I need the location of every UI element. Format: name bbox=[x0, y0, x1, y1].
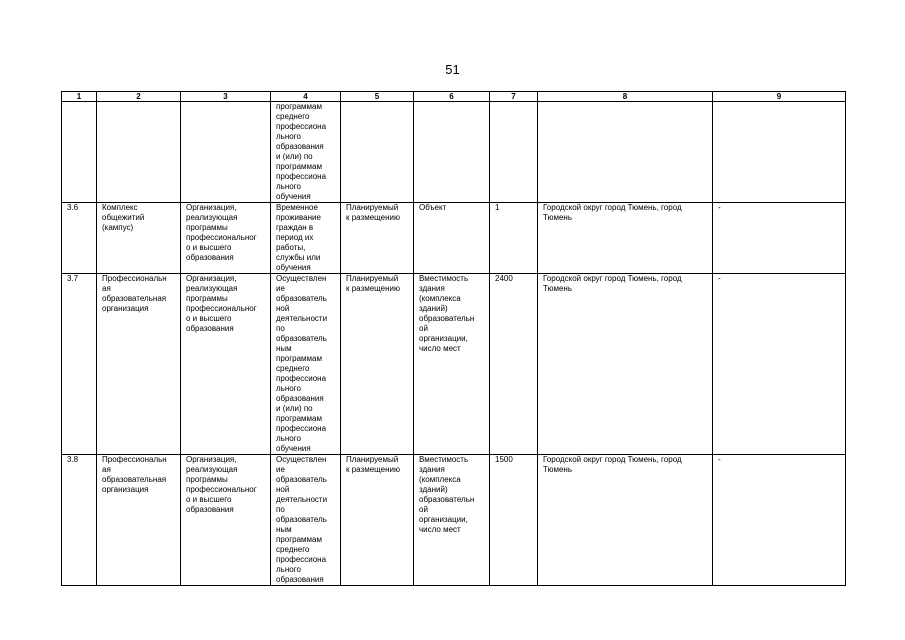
cell-organization bbox=[181, 102, 271, 203]
cell-name: Комплекс общежитий (кампус) bbox=[97, 203, 181, 274]
column-header: 7 bbox=[490, 92, 538, 102]
cell-value: 1 bbox=[490, 203, 538, 274]
cell-location: Городской округ город Тюмень, город Тюмень bbox=[538, 455, 713, 586]
cell-purpose: Осуществлен ие образователь ной деятельности по образователь ным программам среднего профессиона льного образования bbox=[271, 455, 341, 586]
cell-number bbox=[62, 102, 97, 203]
cell-purpose: программам среднего профессиона льного образования и (или) по программам профессиона льного обучения bbox=[271, 102, 341, 203]
cell-value: 2400 bbox=[490, 274, 538, 455]
cell-number: 3.8 bbox=[62, 455, 97, 586]
cell-organization: Организация, реализующая программы профессиональног о и высшего образования bbox=[181, 274, 271, 455]
table-row bbox=[62, 455, 846, 586]
cell-purpose: Временное проживание граждан в период их работы, службы или обучения bbox=[271, 203, 341, 274]
cell-name bbox=[97, 102, 181, 203]
cell-characteristic: Вместимость здания (комплекса зданий) образовательн ой организации, число мест bbox=[414, 455, 490, 586]
cell-characteristic: Объект bbox=[414, 203, 490, 274]
cell-organization: Организация, реализующая программы профессиональног о и высшего образования bbox=[181, 203, 271, 274]
table-row bbox=[62, 102, 846, 203]
table-row bbox=[62, 203, 846, 274]
page-number: 51 bbox=[445, 62, 460, 77]
cell-value: 1500 bbox=[490, 455, 538, 586]
cell-status bbox=[341, 102, 414, 203]
cell-status: Планируемый к размещению bbox=[341, 203, 414, 274]
cell-location bbox=[538, 102, 713, 203]
cell-status: Планируемый к размещению bbox=[341, 274, 414, 455]
cell-name: Профессиональн ая образовательная организация bbox=[97, 455, 181, 586]
cell-value bbox=[490, 102, 538, 203]
cell-organization: Организация, реализующая программы профессиональног о и высшего образования bbox=[181, 455, 271, 586]
column-header: 8 bbox=[538, 92, 713, 102]
cell-characteristic bbox=[414, 102, 490, 203]
cell-location: Городской округ город Тюмень, город Тюмень bbox=[538, 274, 713, 455]
cell-zone bbox=[713, 102, 846, 203]
cell-number: 3.6 bbox=[62, 203, 97, 274]
column-header: 3 bbox=[181, 92, 271, 102]
cell-name: Профессиональн ая образовательная организация bbox=[97, 274, 181, 455]
cell-characteristic: Вместимость здания (комплекса зданий) образовательн ой организации, число мест bbox=[414, 274, 490, 455]
column-header: 1 bbox=[62, 92, 97, 102]
table-row bbox=[62, 274, 846, 455]
cell-purpose: Осуществлен ие образователь ной деятельности по образователь ным программам среднего профессиона льного образования и (или) по программам профессиона льного обучения bbox=[271, 274, 341, 455]
column-header: 6 bbox=[414, 92, 490, 102]
column-header: 2 bbox=[97, 92, 181, 102]
column-header: 4 bbox=[271, 92, 341, 102]
column-header: 5 bbox=[341, 92, 414, 102]
cell-location: Городской округ город Тюмень, город Тюмень bbox=[538, 203, 713, 274]
planning-table bbox=[61, 91, 846, 586]
cell-number: 3.7 bbox=[62, 274, 97, 455]
cell-zone: - bbox=[713, 455, 846, 586]
column-header: 9 bbox=[713, 92, 846, 102]
header-row bbox=[62, 92, 846, 102]
cell-zone: - bbox=[713, 203, 846, 274]
cell-status: Планируемый к размещению bbox=[341, 455, 414, 586]
cell-zone: - bbox=[713, 274, 846, 455]
